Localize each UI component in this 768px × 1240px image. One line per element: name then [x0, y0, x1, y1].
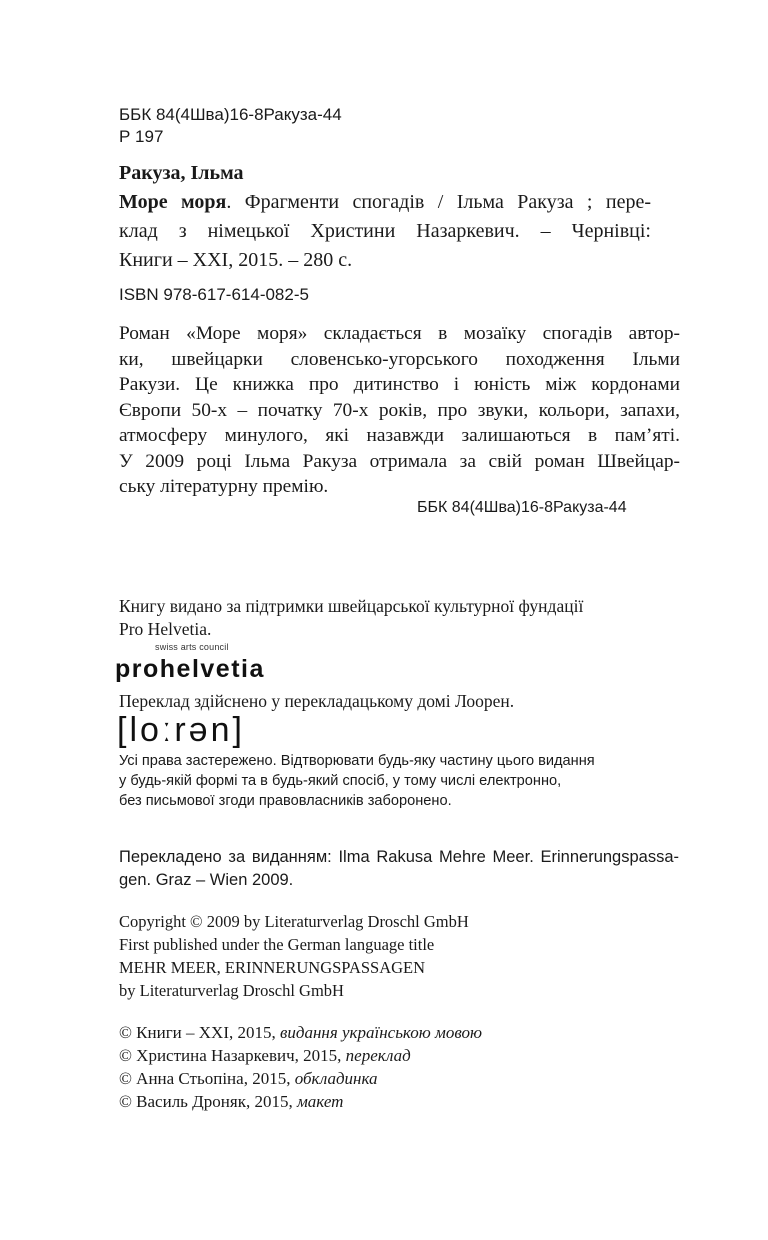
biblio-line1-rest: . Фрагменти спогадів / Ільма Ракуза ; пере- [226, 191, 652, 213]
copyright-line: MEHR MEER, ERINNERUNGSPASSAGEN [119, 958, 426, 977]
credit-line [119, 1067, 482, 1090]
bibliographic-description [119, 188, 651, 275]
translation-house-note: Переклад здійснено у перекладацькому домі Лоорен. [119, 691, 515, 711]
copyright-line: Copyright © 2009 by Literaturverlag Droschl GmbH [119, 912, 469, 931]
source-edition [119, 846, 679, 892]
prohelvetia-logo: prohelvetia [115, 655, 265, 683]
catalog-block [119, 104, 342, 148]
author-mark: Р 197 [119, 127, 164, 146]
annotation [119, 321, 680, 500]
credit-holder: © Василь Дроняк, 2015, [119, 1092, 297, 1111]
credit-holder: © Анна Стьопіна, 2015, [119, 1069, 295, 1088]
annotation-line: ки, швейцарки словенсько-угорського походження Ільми [119, 348, 680, 370]
support-note [119, 595, 679, 641]
credit-line [119, 1021, 482, 1044]
copyright-block [119, 910, 469, 1002]
rights-line: без письмової згоди правовласників заборонено. [119, 793, 452, 809]
credit-role: видання українською мовою [280, 1023, 482, 1042]
annotation-line: атмосферу минулого, які назавжди залишаються в пам’яті. [119, 425, 680, 446]
isbn: ISBN 978-617-614-082-5 [119, 285, 309, 304]
biblio-line3: Книги – XXI, 2015. – 280 с. [119, 249, 353, 271]
credit-role: переклад [345, 1046, 411, 1065]
prohelvetia-tagline: swiss arts council [155, 642, 229, 652]
rights-notice [119, 751, 639, 811]
credits-block [119, 1021, 482, 1113]
source-line1: Перекладено за виданням: Ilma Rakusa Mehre Meer. Erinnerungspassa- [119, 848, 679, 866]
annotation-line: У 2009 році Ільма Ракуза отримала за свій роман Швейцар- [119, 450, 680, 472]
annotation-line: ську літературну премію. [119, 476, 329, 497]
copyright-line: First published under the German language title [119, 935, 435, 954]
bbk-code: ББК 84(4Шва)16-8Ракуза-44 [119, 105, 342, 124]
rights-line: у будь-якій формі та в будь-який спосіб, у тому числі електронно, [119, 773, 562, 789]
source-line2: gen. Graz – Wien 2009. [119, 871, 294, 889]
credit-holder: © Книги – XXI, 2015, [119, 1023, 280, 1042]
author-name: Ракуза, Ільма [119, 162, 244, 184]
support-line2: Pro Helvetia. [119, 619, 212, 639]
annotation-line: Ракузи. Це книжка про дитинство і юність між кордонами [119, 374, 680, 395]
credit-line [119, 1090, 482, 1113]
credit-role: макет [296, 1092, 344, 1111]
biblio-line2: клад з німецької Христини Назаркевич. – Чернівці: [119, 220, 651, 242]
copyright-line: by Literaturverlag Droschl GmbH [119, 981, 344, 1000]
rights-line: Усі права застережено. Відтворювати будь-яку частину цього видання [119, 753, 595, 769]
annotation-line: Європи 50-х – початку 70-х років, про звуки, кольори, запахи, [119, 399, 680, 421]
annotation-line: Роман «Море моря» складається в мозаїку спогадів автор- [119, 323, 680, 344]
credit-role: обкладинка [294, 1069, 378, 1088]
support-line1: Книгу видано за підтримки швейцарської культурної фундації [119, 596, 584, 616]
credit-line [119, 1044, 482, 1067]
looren-logo: [loːrən] [117, 711, 245, 749]
book-title: Море моря [119, 191, 227, 213]
bbk-code-right: ББК 84(4Шва)16-8Ракуза-44 [417, 499, 627, 516]
credit-holder: © Христина Назаркевич, 2015, [119, 1046, 346, 1065]
